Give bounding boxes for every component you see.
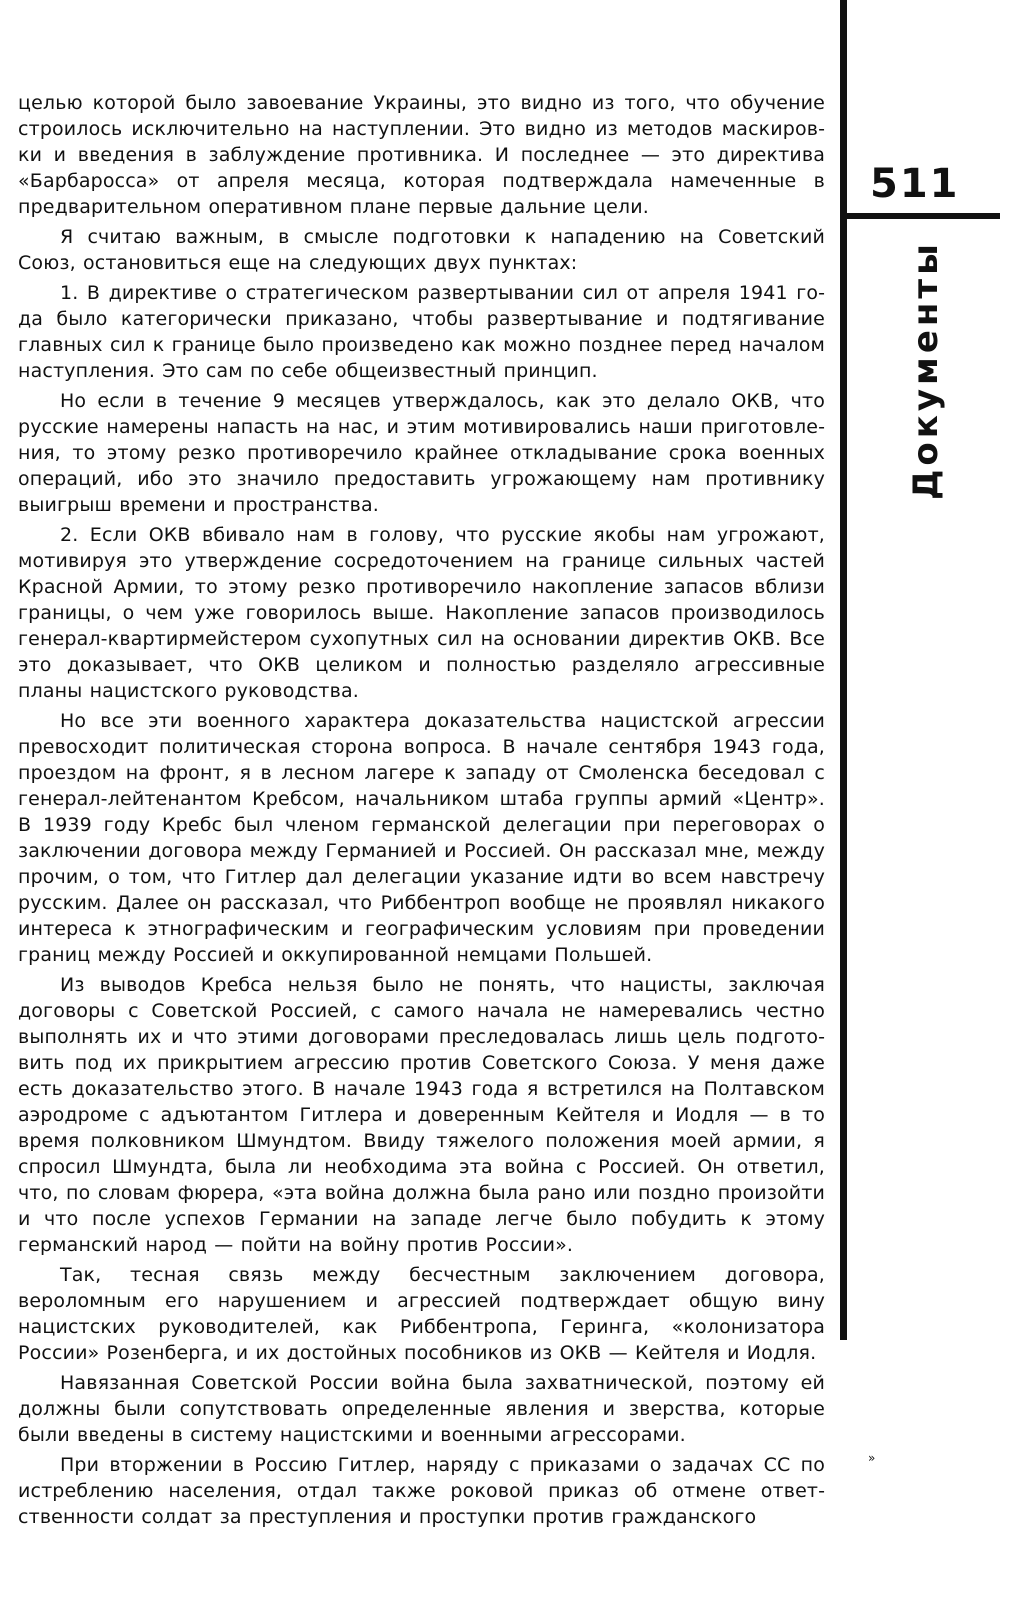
paragraph-1: целью которой было завоевание Украины, это видно из того, что обучение строилось исключительно на наступлении. Это видно из методов маскировки и введения в заблуждение противника. И последнее — это директива «Барбаросса» от апреля месяца, которая подтверждала намеченные в предварительном оперативном плане первые дальние цели. — [18, 92, 825, 218]
paragraph-8: Так, тесная связь между бесчестным заключением договора, вероломным его нарушением и агрессией подтверждает общую вину нацистских руководителей, как Риббентропа, Геринга, «колонизатора России» Розенберга, и их достойных пособников из ОКВ — Кейтеля и Иодля. — [18, 1264, 825, 1364]
page-number-underline — [840, 213, 1000, 219]
paragraph-2: Я считаю важным, в смысле подготовки к нападению на Советский Союз, остановиться еще на следующих двух пунктах: — [18, 226, 825, 274]
paragraph-10: При вторжении в Россию Гитлер, наряду с приказами о задачах СС по истреблению населения, отдал также роковой приказ об отмене ответственности солдат за преступления и проступки против гражданского — [18, 1454, 825, 1528]
body-text — [18, 90, 825, 1534]
paragraph-9: Навязанная Советской России война была захватнической, поэтому ей должны были сопутствовать определенные явления и зверства, которые были введены в систему нацистскими и военными агрессорами. — [18, 1372, 825, 1446]
paragraph-6: Но все эти военного характера доказательства нацистской агрессии превосходит политическая сторона вопроса. В начале сентября 1943 года, проездом на фронт, я в лесном лагере к западу от Смоленска беседовал с генерал-лейтенантом Кребсом, начальником штаба группы армий «Центр». В 1939 году Кребс был членом германской делегации при переговорах о заключении договора между Германией и Россией. Он рассказал мне, между прочим, о том, что Гитлер дал делегации указание идти во всем навстречу русским. Далее он рассказал, что Риббентроп вообще не проявлял никакого интереса к этнографическим и географическим условиям при проведении границ между Россией и оккупированной немцами Польшей. — [18, 710, 825, 966]
paragraph-4: Но если в течение 9 месяцев утверждалось, как это делало ОКВ, что русские намерены напасть на нас, и этим мотивировались наши приготовления, то этому резко противоречило крайнее откладывание срока военных операций, ибо это значило предоставить угрожающему нам противнику выигрыш времени и пространства. — [18, 390, 825, 516]
page-number: 511 — [870, 161, 960, 207]
margin-vertical-rule — [840, 0, 847, 1340]
paragraph-3: 1. В директиве о стратегическом развертывании сил от апреля 1941 года было категорически приказано, чтобы развертывание и подтягивание главных сил к границе было произведено как можно позднее перед началом наступления. Это сам по себе общеизвестный принцип. — [18, 282, 825, 382]
margin-mark: » — [868, 1451, 876, 1465]
section-label-vertical: Документы — [906, 240, 946, 500]
paragraph-5: 2. Если ОКВ вбивало нам в голову, что русские якобы нам угрожают, мотивируя это утверждение сосредоточением на границе сильных частей Красной Армии, то этому резко противоречило накопление запасов вблизи границы, о чем уже говорилось выше. Накопление запасов производилось генерал-квартирмейстером сухопутных сил на основании директив ОКВ. Все это доказывает, что ОКВ целиком и полностью разделяло агрессивные планы нацистского руководства. — [18, 524, 825, 702]
paragraph-7: Из выводов Кребса нельзя было не понять, что нацисты, заключая договоры с Советской Россией, с самого начала не намеревались честно выполнять их и что этими договорами преследовалась лишь цель подготовить под их прикрытием агрессию против Советского Союза. У меня даже есть доказательство этого. В начале 1943 года я встретился на Полтавском аэродроме с адъютантом Гитлера и доверенным Кейтеля и Иодля — в то время полковником Шмундтом. Ввиду тяжелого положения моей армии, я спросил Шмундта, была ли необходима эта война с Россией. Он ответил, что, по словам фюрера, «эта война должна была рано или поздно произойти и что после успехов Германии на западе легче было побудить к этому германский народ — пойти на войну против России». — [18, 974, 825, 1256]
